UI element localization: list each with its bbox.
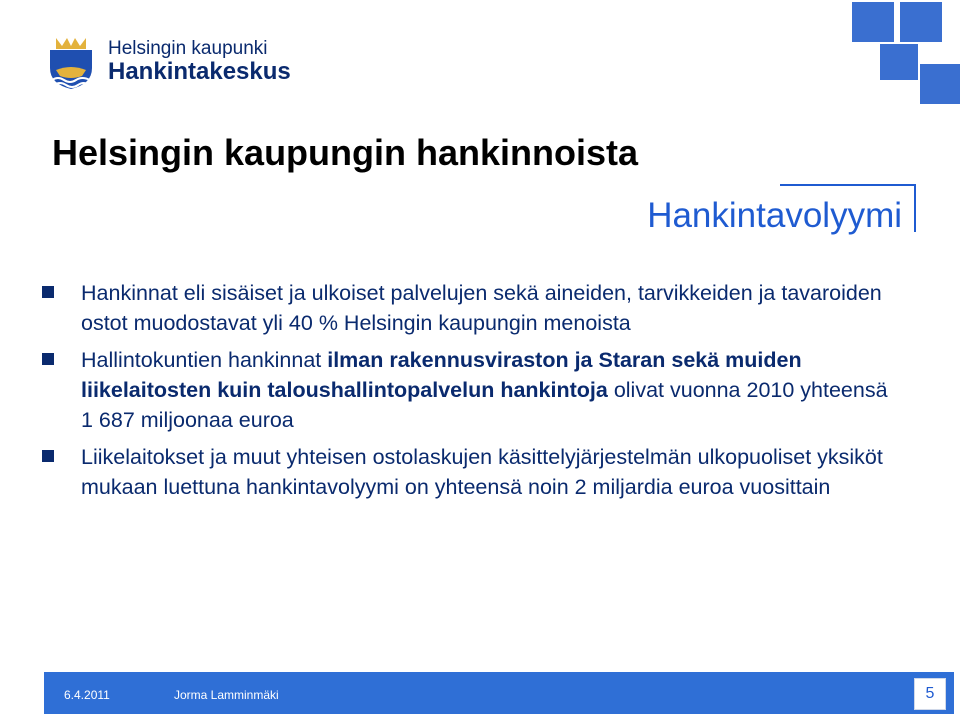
organization-logo bbox=[46, 36, 296, 92]
subtitle-rule-vertical bbox=[914, 184, 916, 232]
page-number: 5 bbox=[914, 678, 946, 710]
page-title: Helsingin kaupungin hankinnoista bbox=[52, 132, 639, 173]
logo-unit-name: Hankintakeskus bbox=[108, 58, 291, 85]
bullet-text-bold: ilman rakennusviraston ja Staran sekä muiden liikelaitosten kuin taloushallintopalvelun hankintoja bbox=[81, 348, 802, 402]
bullet-list bbox=[42, 278, 902, 509]
bullet-text: Hankinnat eli sisäiset ja ulkoiset palvelujen sekä aineiden, tarvikkeiden ja tavaroiden ostot muodostavat yli 40 % Helsingin kaupungin menoista bbox=[81, 281, 882, 335]
footer-author: Jorma Lamminmäki bbox=[174, 688, 279, 702]
section-subtitle: Hankintavolyymi bbox=[647, 196, 902, 235]
square-bullet-icon bbox=[42, 286, 54, 298]
square-bullet-icon bbox=[42, 450, 54, 462]
list-item bbox=[42, 278, 902, 338]
decor-square bbox=[920, 64, 960, 104]
subtitle-rule-horizontal bbox=[780, 184, 916, 186]
bullet-text: Liikelaitokset ja muut yhteisen ostolaskujen käsittelyjärjestelmän ulkopuoliset yksiköt mukaan luettuna hankintavolyymi on yhteensä noin 2 miljardia euroa vuosittain bbox=[81, 445, 883, 499]
bullet-text: Hallintokuntien hankinnat bbox=[81, 348, 328, 372]
square-bullet-icon bbox=[42, 353, 54, 365]
logo-city-name: Helsingin kaupunki bbox=[108, 38, 268, 59]
footer-date: 6.4.2011 bbox=[64, 688, 110, 702]
bullet-text: olivat vuonna 2010 yhteensä 1 687 miljoonaa euroa bbox=[81, 378, 888, 432]
decor-square bbox=[880, 44, 918, 80]
helsinki-crest-icon bbox=[46, 36, 96, 90]
list-item bbox=[42, 442, 902, 502]
footer-bar bbox=[44, 672, 954, 714]
list-item bbox=[42, 345, 902, 435]
decor-square bbox=[900, 2, 942, 42]
decor-square bbox=[852, 2, 894, 42]
